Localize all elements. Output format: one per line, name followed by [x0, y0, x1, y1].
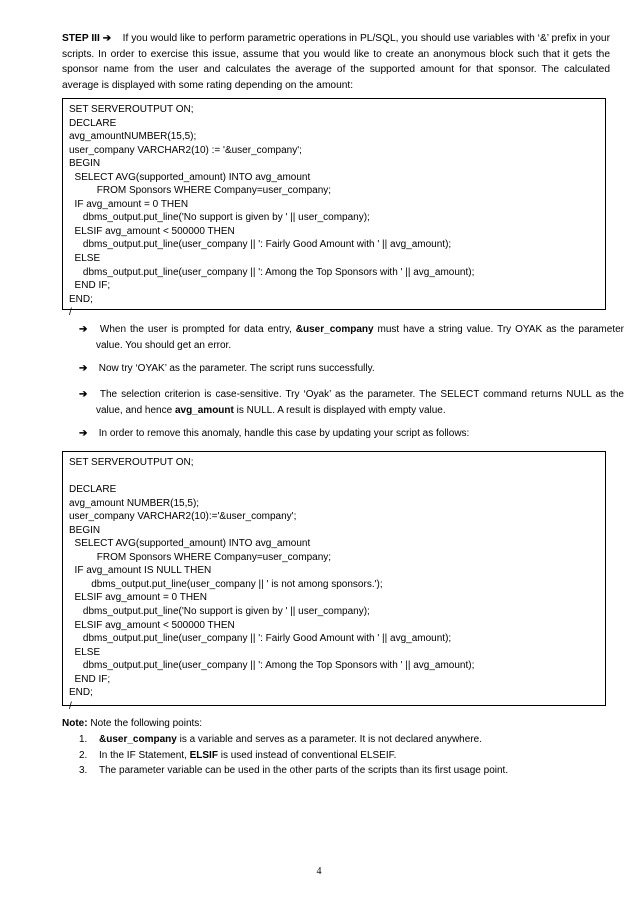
code-line: IF avg_amount = 0 THEN	[69, 198, 189, 210]
arrow-right-icon: ➔	[79, 363, 88, 374]
code-line: dbms_output.put_line('No support is given by ' || user_company);	[69, 212, 370, 224]
bullet-item	[79, 426, 624, 442]
code-block-2	[62, 451, 606, 712]
code-line: IF avg_amount IS NULL THEN	[69, 565, 212, 577]
page-number: 4	[316, 866, 322, 877]
code-line: dbms_output.put_line(user_company || ': Among the Top Sponsors with ' || avg_amount);	[69, 266, 475, 278]
code-line: ELSE	[69, 646, 101, 658]
code-line: avg_amountNUMBER(15,5);	[69, 131, 197, 143]
note-item-text: The parameter variable can be used in the other parts of the scripts than its first usage point.	[99, 765, 509, 777]
code-line: SELECT AVG(supported_amount) INTO avg_amount	[69, 538, 311, 550]
bullet-text: When the user is prompted for data entry,	[96, 324, 296, 335]
intro-text: If you would like to perform parametric operations in PL/SQL, you should use variables with ‘&’ prefix in your scripts. In order to exercise this issue, assume that you would like to create an anonymous block such that it gets the sponsor name from the user and calculates the average of the supported amount for that sponsor. The calculated average is displayed with some rating depending on the amount:	[62, 33, 610, 91]
arrow-right-icon: ➔	[79, 428, 88, 439]
code-line: END;	[69, 687, 93, 699]
step-label: STEP III	[62, 33, 100, 44]
code-line	[69, 470, 605, 484]
code-line: BEGIN	[69, 158, 101, 170]
code-line: /	[69, 700, 72, 712]
bullet-text: The selection criterion is case-sensitive. Try ‘Oyak’ as the parameter. The SELECT command returns NULL as the value, and hence	[96, 389, 624, 416]
note-intro: Note the following points:	[87, 718, 203, 729]
bullet-text: Now try ‘OYAK’ as the parameter. The script runs successfully.	[96, 363, 375, 374]
intro-paragraph	[62, 31, 610, 93]
bullet-bold: &user_company	[295, 324, 374, 335]
note-label: Note:	[62, 718, 88, 729]
note-heading	[62, 716, 610, 732]
arrow-right-icon: ➔	[79, 389, 88, 400]
code-line: FROM Sponsors WHERE Company=user_company;	[69, 185, 332, 197]
code-line: dbms_output.put_line('No support is given by ' || user_company);	[69, 606, 370, 618]
code-line: dbms_output.put_line(user_company || ' is not among sponsors.');	[69, 578, 383, 590]
code-line: dbms_output.put_line(user_company || ': Fairly Good Amount with ' || avg_amount);	[69, 239, 452, 251]
code-line: ELSIF avg_amount = 0 THEN	[69, 592, 207, 604]
code-line: FROM Sponsors WHERE Company=user_company;	[69, 551, 332, 563]
code-line: dbms_output.put_line(user_company || ': Fairly Good Amount with ' || avg_amount);	[69, 633, 452, 645]
code-line: user_company VARCHAR2(10) := '&user_company';	[69, 144, 302, 156]
code-line: END IF;	[69, 673, 111, 685]
note-item-bold: ELSIF	[189, 749, 218, 761]
note-item-number: 1.	[79, 733, 88, 745]
code-line: SET SERVEROUTPUT ON;	[69, 104, 194, 115]
code-line: user_company VARCHAR2(10):='&user_company';	[69, 511, 297, 523]
code-line: DECLARE	[69, 117, 117, 129]
bullet-text: is NULL. A result is displayed with empty value.	[233, 404, 446, 416]
code-line: END;	[69, 293, 93, 305]
bullet-item	[79, 361, 624, 377]
arrow-right-icon: ➔	[102, 33, 112, 44]
bullet-item	[79, 322, 624, 353]
code-line: DECLARE	[69, 484, 117, 496]
bullet-bold: avg_amount	[174, 404, 234, 416]
note-item-text: is used instead of conventional ELSEIF.	[217, 749, 397, 761]
note-item-text: is a variable and serves as a parameter. It is not declared anywhere.	[176, 733, 482, 745]
code-line: dbms_output.put_line(user_company || ': Among the Top Sponsors with ' || avg_amount);	[69, 660, 475, 672]
code-line: BEGIN	[69, 524, 101, 536]
code-line: avg_amount NUMBER(15,5);	[69, 497, 200, 509]
note-item-number: 2.	[79, 749, 88, 761]
code-line: ELSIF avg_amount < 500000 THEN	[69, 619, 235, 631]
note-section	[62, 716, 610, 779]
code-line: END IF;	[69, 280, 111, 292]
bullet-text: must have a string value. Try OYAK as the parameter value. You should get an error.	[96, 324, 624, 351]
arrow-right-icon: ➔	[79, 324, 88, 335]
note-item-bold: &user_company	[99, 733, 177, 745]
note-item	[62, 732, 610, 748]
code-line: ELSE	[69, 253, 101, 265]
note-list	[62, 732, 610, 779]
code-line: SELECT AVG(supported_amount) INTO avg_amount	[69, 171, 311, 183]
code-block-1	[62, 98, 606, 319]
bullet-item	[79, 387, 624, 418]
note-item	[62, 748, 610, 764]
note-item-number: 3.	[79, 765, 88, 777]
note-item	[62, 763, 610, 779]
note-item-text: In the IF Statement,	[99, 749, 190, 761]
bullet-text: In order to remove this anomaly, handle this case by updating your script as follows:	[96, 428, 470, 439]
code-line: SET SERVEROUTPUT ON;	[69, 457, 194, 468]
code-line: /	[69, 307, 72, 319]
code-line: ELSIF avg_amount < 500000 THEN	[69, 225, 235, 237]
